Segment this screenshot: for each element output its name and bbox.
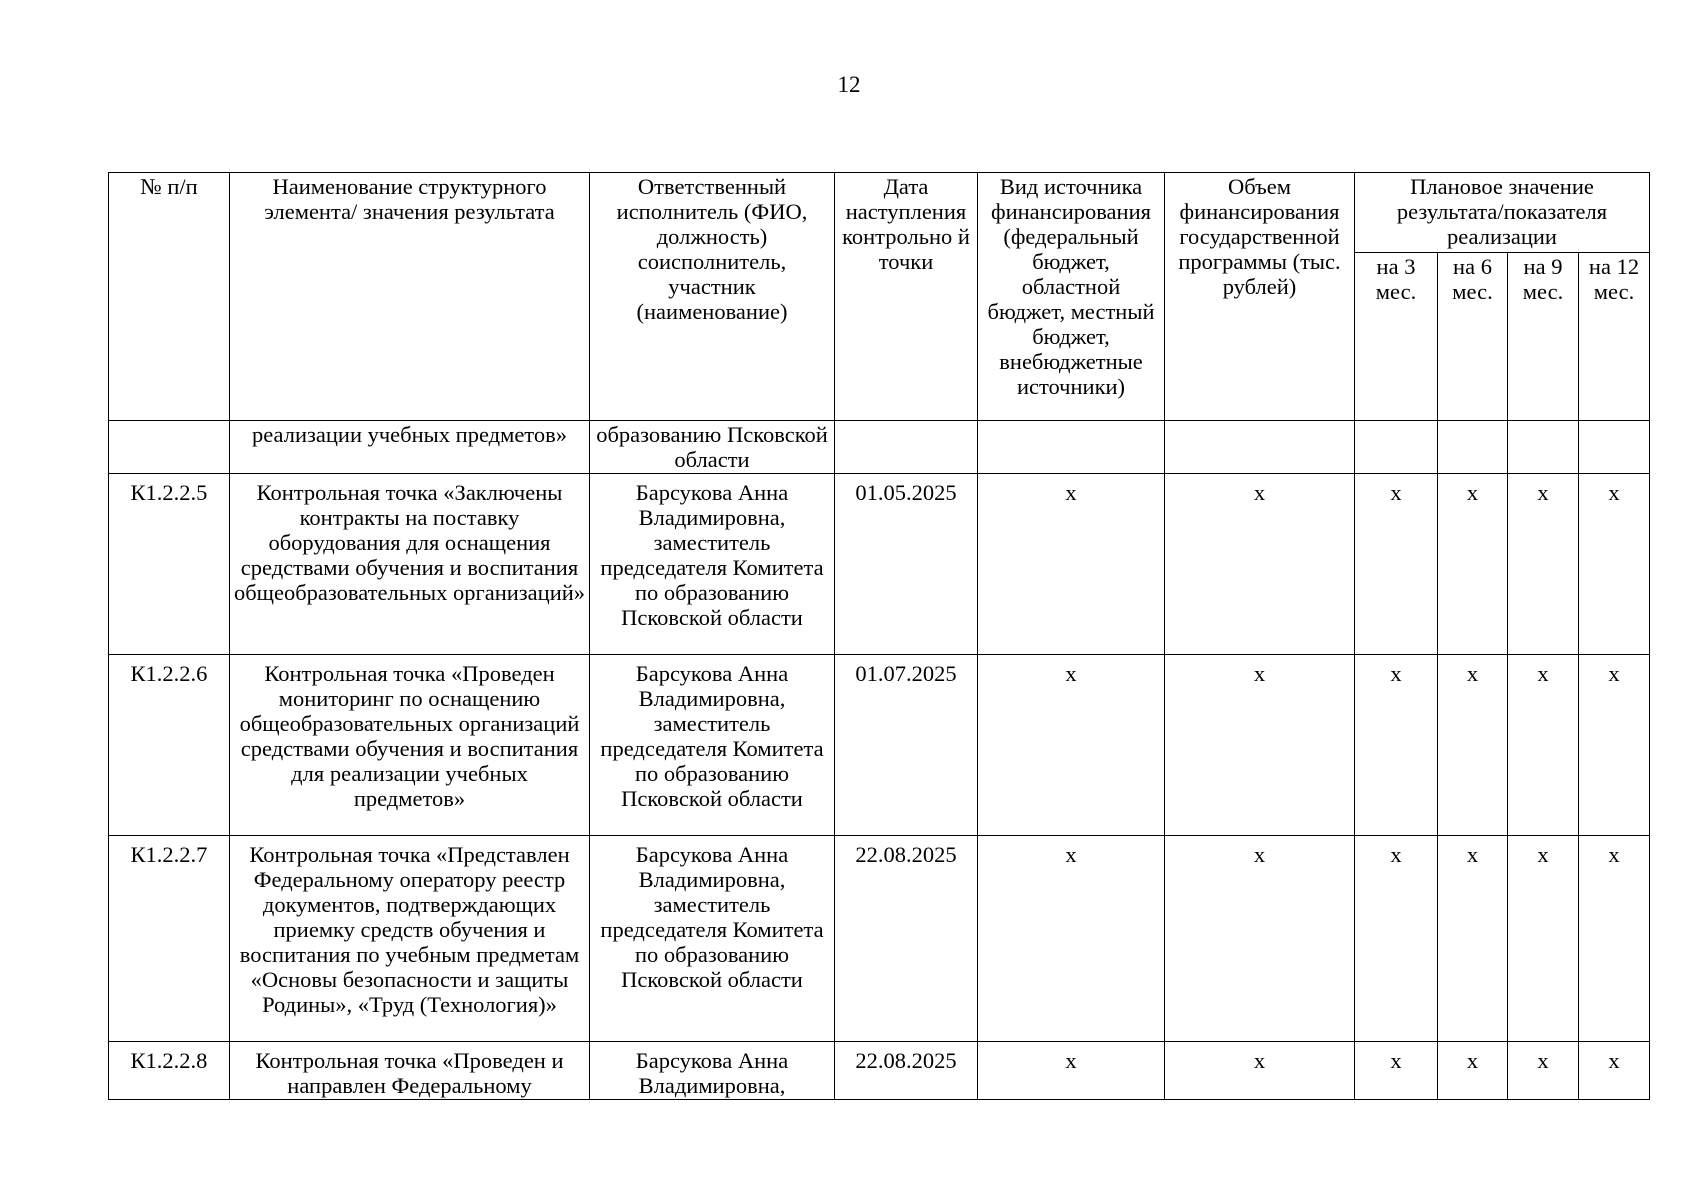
cell-num: К1.2.2.5 [109, 474, 230, 655]
cell-m9: х [1508, 474, 1579, 655]
cell-m6: х [1438, 836, 1508, 1042]
cell-volume: х [1165, 474, 1355, 655]
table-row [109, 1042, 1650, 1100]
cell-m9: х [1508, 655, 1579, 836]
cell-name: Контрольная точка «Проведен и направлен Федеральному [230, 1042, 590, 1100]
table-header-row [109, 173, 1650, 253]
cell-m9: х [1508, 1042, 1579, 1100]
cell-num: К1.2.2.7 [109, 836, 230, 1042]
cell-m9 [1508, 421, 1579, 474]
cell-volume [1165, 421, 1355, 474]
cell-responsible: образованию Псковской области [590, 421, 835, 474]
cell-responsible: Барсукова Анна Владимировна, заместитель председателя Комитета по образованию Псковской области [590, 474, 835, 655]
cell-m6: х [1438, 1042, 1508, 1100]
cell-volume: х [1165, 1042, 1355, 1100]
cell-m12: х [1579, 655, 1650, 836]
cell-date: 01.05.2025 [835, 474, 978, 655]
header-source: Вид источника финансирования (федеральный бюджет, областной бюджет, местный бюджет, внебюджетные источники) [978, 173, 1165, 421]
table-row [109, 655, 1650, 836]
table-row [109, 836, 1650, 1042]
cell-m3: х [1355, 1042, 1438, 1100]
cell-source: х [978, 474, 1165, 655]
cell-date: 22.08.2025 [835, 1042, 978, 1100]
header-date: Дата наступления контрольно й точки [835, 173, 978, 421]
cell-responsible: Барсукова Анна Владимировна, заместитель председателя Комитета по образованию Псковской области [590, 836, 835, 1042]
cell-m12: х [1579, 474, 1650, 655]
page-number: 12 [837, 72, 861, 97]
header-3-months: на 3 мес. [1355, 253, 1438, 421]
cell-m12: х [1579, 1042, 1650, 1100]
cell-date [835, 421, 978, 474]
cell-m12 [1579, 421, 1650, 474]
cell-m9: х [1508, 836, 1579, 1042]
cell-responsible: Барсукова Анна Владимировна, заместитель председателя Комитета по образованию Псковской области [590, 655, 835, 836]
cell-name: Контрольная точка «Проведен мониторинг по оснащению общеобразовательных организаций средствами обучения и воспитания для реализации учебных предметов» [230, 655, 590, 836]
cell-source: х [978, 1042, 1165, 1100]
cell-volume: х [1165, 836, 1355, 1042]
header-responsible: Ответственный исполнитель (ФИО, должность) соисполнитель, участник (наименование) [590, 173, 835, 421]
header-volume: Объем финансирования государственной программы (тыс. рублей) [1165, 173, 1355, 421]
cell-date: 01.07.2025 [835, 655, 978, 836]
header-12-months: на 12 мес. [1579, 253, 1650, 421]
header-6-months: на 6 мес. [1438, 253, 1508, 421]
header-name: Наименование структурного элемента/ значения результата [230, 173, 590, 421]
cell-source [978, 421, 1165, 474]
cell-name: Контрольная точка «Представлен Федеральному оператору реестр документов, подтверждающих приемку средств обучения и воспитания по учебным предметам «Основы безопасности и защиты Родины», «Труд (Технология)» [230, 836, 590, 1042]
table-row-continuation [109, 421, 1650, 474]
cell-m12: х [1579, 836, 1650, 1042]
cell-m3 [1355, 421, 1438, 474]
cell-num [109, 421, 230, 474]
cell-m3: х [1355, 836, 1438, 1042]
cell-name: реализации учебных предметов» [230, 421, 590, 474]
table-row [109, 474, 1650, 655]
cell-source: х [978, 836, 1165, 1042]
cell-responsible: Барсукова Анна Владимировна, [590, 1042, 835, 1100]
cell-m6: х [1438, 655, 1508, 836]
cell-source: х [978, 655, 1165, 836]
cell-date: 22.08.2025 [835, 836, 978, 1042]
cell-volume: х [1165, 655, 1355, 836]
cell-m3: х [1355, 655, 1438, 836]
cell-num: К1.2.2.8 [109, 1042, 230, 1100]
cell-m3: х [1355, 474, 1438, 655]
cell-num: К1.2.2.6 [109, 655, 230, 836]
header-num: № п/п [109, 173, 230, 421]
cell-m6: х [1438, 474, 1508, 655]
header-plan: Плановое значение результата/показателя реализации [1355, 173, 1650, 253]
cell-name: Контрольная точка «Заключены контракты на поставку оборудования для оснащения средствами обучения и воспитания общеобразовательных организаций» [230, 474, 590, 655]
control-points-table [108, 172, 1650, 1100]
header-9-months: на 9 мес. [1508, 253, 1579, 421]
cell-m6 [1438, 421, 1508, 474]
